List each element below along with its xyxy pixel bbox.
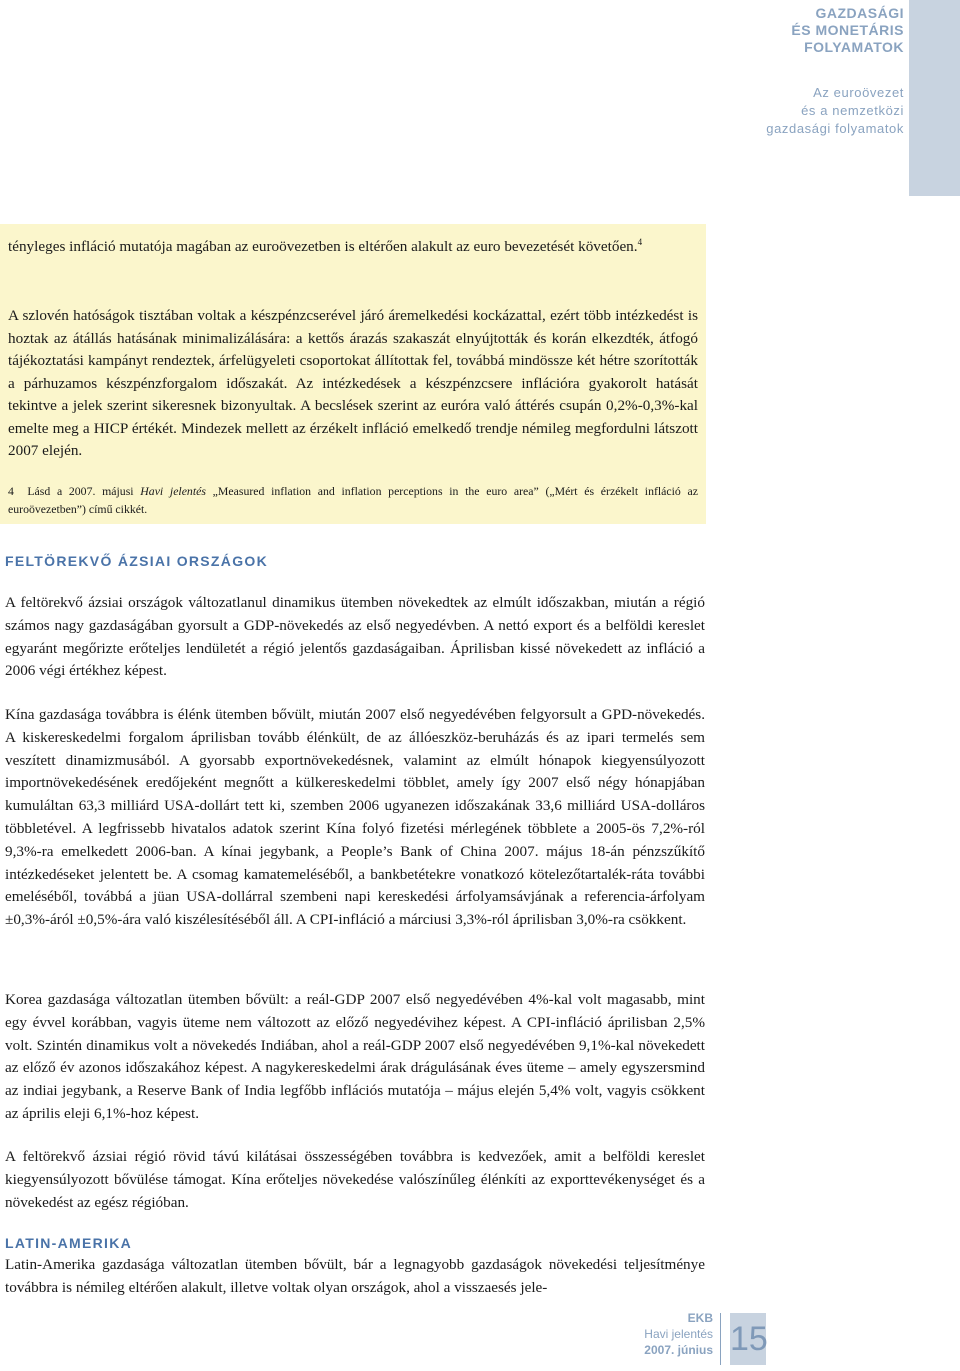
header-side-box: [909, 0, 960, 196]
footnote: [8, 482, 698, 518]
footer-line: Havi jelentés: [644, 1327, 713, 1341]
highlight-box: [0, 224, 706, 524]
paragraph-asia-korea-india: Korea gazdasága változatlan ütemben bővült: a reál-GDP 2007 első negyedévében 4%-kal volt magasabb, mint egy évvel korábban, vagyis üteme nem változott az előző negyedévihez képest. A CPI-infláció áprilisban 2,5% volt. Szintén dinamikus volt a növekedés Indiában, ahol a reál-GDP 2007 első negyedévében 9,1%-kal növekedett az előző év azonos időszakához képest. A nagykereskedelmi árak drágulásának éves üteme – amely egyszersmind az indiai jegybank, a Reserve Bank of India legfőbb inflációs mutatója – május elején 5,4% volt, vagyis csökkent az április eleji 6,1%-hoz képest.: [5, 991, 705, 1122]
box-paragraph-2: A szlovén hatóságok tisztában voltak a készpénzcserével járó áremelkedési kockázattal, ezért több intézkedést is hoztak az átállás hatásának minimalizálására: a kettős árazás szakaszát elnyújtották és korán elkezdték, átfogó tájékoztatási kampányt rendeztek, árfelügyeleti csoportokat állítottak fel, továbbá mindössze két hétre szorították a párhuzamos készpénzforgalom időszakát. Az intézkedések a készpénzcsere inflációra gyakorolt hatását tekintve a jelek szerint sikeresnek bizonyultak. A becslések szerint az euróra való áttérés csupán 0,2%-0,3%-kal emelte meg a HICP értékét. Mindezek mellett az érzékelt infláció emelkedő trendje némileg megfordulni látszott 2007 elején.: [8, 307, 698, 459]
footer-line: EKB: [687, 1311, 713, 1325]
box-paragraph-1: [8, 236, 698, 259]
section-heading-asia: FELTÖREKVŐ ÁZSIAI ORSZÁGOK: [5, 553, 268, 569]
footnote-italic: Havi jelentés: [140, 484, 206, 498]
header-subsection-line: gazdasági folyamatok: [766, 121, 904, 136]
footer-line: 2007. június: [644, 1343, 713, 1357]
box-paragraph-1-text: tényleges infláció mutatója magában az euroövezetben is eltérően alakult az euro bevezetését követően.: [8, 238, 638, 255]
header-section-title: [791, 5, 904, 56]
footer-publication: [644, 1310, 713, 1358]
paragraph-asia-china: Kína gazdasága továbbra is élénk ütemben bővült, miután 2007 első negyedévében felgyorsult a GPD-növekedés. A kiskereskedelmi forgalom áprilisban tovább élénkült, de az állóeszköz-beruházás és az ipari termelés sem veszített dinamizmusából. A gyorsabb exportnövekedésnek, valamint az elmúlt hónapok kiegyensúlyozott importnövekedésének eredőjeként megnőtt a külkereskedelmi többlet, amely így 2007 első négy hónapjában kumuláltan 63,3 milliárd USA-dollárt tett ki, szemben 2006 ugyanezen időszakának 33,6 milliárd USA-dolláros többletével. A legfrissebb hivatalos adatok szerint Kína folyó fizetési mérlegének többlete a 2005-ös 7,2%-ról 9,3%-ra emelkedett 2006-ban. A kínai jegybank, a People’s Bank of China 2007. május 18-án pénzszűkítő intézkedéseket jelentett be. A csomag kamatemeléséből, a bankbetétekre vonatkozó kötelezőtartalék-ráta további emeléséből, továbbá a jüan USA-dollárral szembeni napi kereskedési árfolyamsávjának a referencia-árfolyam ±0,3%-áról ±0,5%-ára való kiszélesítéséből áll. A CPI-infláció a márciusi 3,3%-ról áprilisban 3,0%-ra csökkent.: [5, 706, 705, 929]
paragraph-asia-1: A feltörekvő ázsiai országok változatlanul dinamikus ütemben növekedtek az elmúlt időszakban, miután a régió számos nagy gazdaságában gyorsult a GDP-növekedés az első negyedévben. A nettó export és a belföldi kereslet egyaránt megőrizte erőteljes lendületét a régió jelentős gazdaságaiban. Áprilisban kissé növekedett az infláció a 2006 végi értékhez képest.: [5, 594, 705, 680]
section-heading-latin-america: LATIN-AMERIKA: [5, 1235, 133, 1251]
footnote-number: 4: [8, 484, 14, 498]
footer-divider: [720, 1313, 721, 1365]
page-number: 15: [730, 1313, 766, 1365]
header-subsection-title: [766, 84, 904, 138]
header-subsection-line: Az euroövezet: [813, 85, 904, 100]
footnote-pre: Lásd a 2007. májusi: [27, 484, 134, 498]
footnote-reference[interactable]: 4: [637, 236, 643, 247]
paragraph-latin-america: Latin-Amerika gazdasága változatlan ütemben bővült, bár a legnagyobb gazdaságok növekedési teljesítménye továbbra is némileg eltérően alakult, illetve voltak olyan országok, ahol a visszaesés jele-: [5, 1256, 705, 1296]
header-section-line: GAZDASÁGI: [815, 5, 904, 21]
footnote-post: „Measured inflation and inflation perceptions in the euro area” („Mért és érzékelt infláció az euroövezetben”) című cikkét.: [8, 484, 698, 516]
paragraph-asia-outlook: A feltörekvő ázsiai régió rövid távú kilátásai összességében továbbra is kedvezőek, amit a belföldi kereslet kiegyensúlyozott bővülése támogat. Kína erőteljes növekedése valószínűleg élénkíti az exporttevékenységet és a növekedést az egész régióban.: [5, 1148, 705, 1211]
header-subsection-line: és a nemzetközi: [801, 103, 904, 118]
header-section-line: ÉS MONETÁRIS: [791, 22, 904, 38]
header-section-line: FOLYAMATOK: [804, 39, 904, 55]
